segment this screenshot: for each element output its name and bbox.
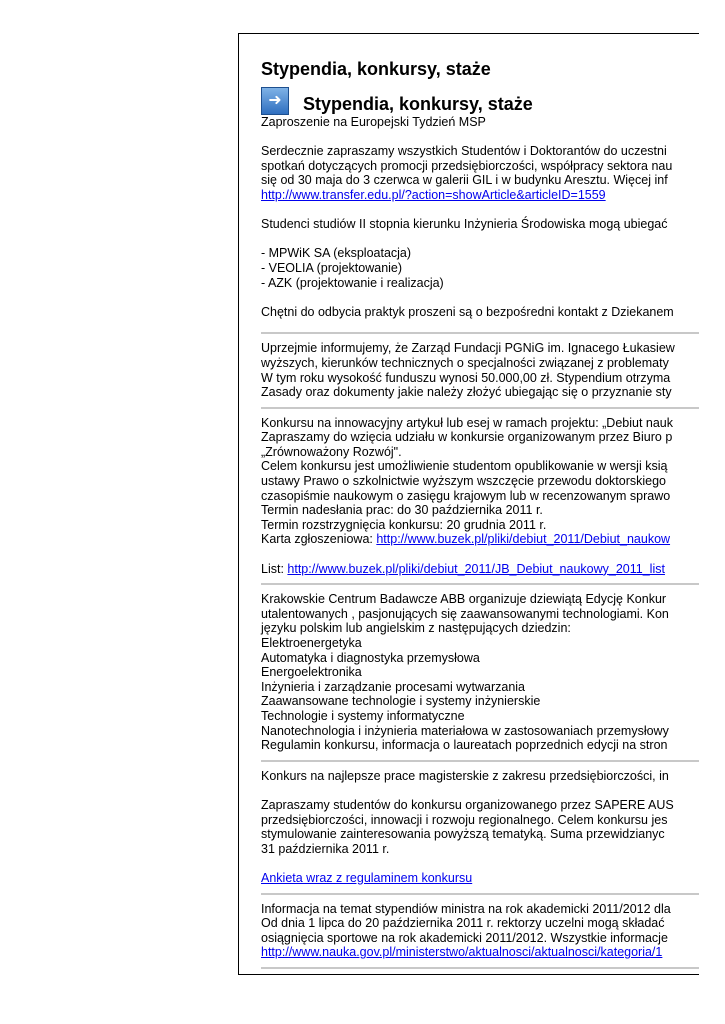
field-item: Nanotechnologia i inżynieria materiałowa w zastosowaniach przemysłowy (261, 723, 669, 738)
list-item: - VEOLIA (projektowanie) (261, 260, 403, 275)
paragraph-line: Zasady oraz dokumenty jakie należy złożyć ubiegając się o przyznanie sty (261, 385, 672, 400)
paragraph-line: utalentowanych , pasjonujących się zaawansowanymi technologiami. Kon (261, 606, 669, 621)
separator (261, 407, 699, 409)
paragraph-line: przedsiębiorczości, innowacji i rozwoju regionalnego. Celem konkursu jes (261, 812, 668, 827)
paragraph-line: Celem konkursu jest umożliwienie studentom opublikowanie w wersji ksią (261, 459, 668, 474)
paragraph-line: języku polskim lub angielskim z następujących dziedzin: (261, 621, 571, 636)
paragraph-line: Chętni do odbycia praktyk proszeni są o bezpośredni kontakt z Dziekanem (261, 304, 674, 319)
paragraph-line: Serdecznie zapraszamy wszystkich Studentów i Doktorantów do uczestni (261, 144, 667, 159)
separator (261, 583, 699, 585)
paragraph-line: Od dnia 1 lipca do 20 października 2011 r. rektorzy uczelni mogą składać (261, 916, 665, 931)
nauka-gov-link[interactable]: http://www.nauka.gov.pl/ministerstwo/aktualnosci/aktualnosci/kategoria/1 (261, 945, 663, 960)
page-title: Stypendia, konkursy, staże (261, 59, 491, 79)
paragraph-line: Zapraszamy do wzięcia udziału w konkursie organizowanym przez Biuro p (261, 430, 673, 445)
paragraph-line: Konkursu na innowacyjny artykuł lub esej w ramach projektu: „Debiut nauk (261, 415, 674, 430)
letter-label: List: (261, 561, 288, 576)
field-item: Technologie i systemy informatyczne (261, 708, 465, 723)
section-title: Stypendia, konkursy, staże (303, 94, 533, 114)
separator (261, 893, 699, 895)
arrow-right-icon: ➜ (261, 87, 289, 115)
letter-link[interactable]: http://www.buzek.pl/pliki/debiut_2011/JB_Debiut_naukowy_2011_list (287, 561, 665, 576)
separator (261, 760, 699, 762)
survey-regulations-link[interactable]: Ankieta wraz z regulaminem konkursu (261, 870, 473, 885)
news-item-abb-contest (261, 592, 699, 753)
paragraph-line: Termin rozstrzygnięcia konkursu: 20 grudnia 2011 r. (261, 517, 547, 532)
document-frame (238, 33, 699, 975)
paragraph-line: Informacja na temat stypendiów ministra na rok akademicki 2011/2012 dla (261, 901, 671, 916)
item-headline: Konkurs na najlepsze prace magisterskie z zakresu przedsiębiorczości, in (261, 768, 669, 783)
paragraph-line: stymulowanie zainteresowania powyższą tematyką. Suma przewidzianyc (261, 827, 665, 842)
list-item: - AZK (projektowanie i realizacja) (261, 275, 444, 290)
news-item-masters-contest (261, 769, 699, 886)
paragraph-line: Termin nadesłania prac: do 30 października 2011 r. (261, 503, 543, 518)
form-label: Karta zgłoszeniowa: (261, 532, 377, 547)
section-header (261, 83, 699, 115)
paragraph-line: ustawy Prawo o szkolnictwie wyższym wszczęcie przewodu doktorskiego (261, 474, 667, 489)
field-item: Elektroenergetyka (261, 636, 362, 650)
document-content (261, 58, 699, 975)
item-headline: Zaproszenie na Europejski Tydzień MSP (261, 115, 486, 129)
news-item-pgnig (261, 341, 699, 399)
paragraph-line: czasopiśmie naukowym o zasięgu krajowym lub w recenzowanym sprawo (261, 488, 671, 503)
application-form-link[interactable]: http://www.buzek.pl/pliki/debiut_2011/Debiut_naukow (376, 532, 671, 547)
paragraph-line: Uprzejmie informujemy, że Zarząd Fundacji PGNiG im. Ignacego Łukasiew (261, 341, 675, 356)
paragraph-line: wyższych, kierunków technicznych o specjalności związanej z problematy (261, 355, 669, 370)
news-item-debiut-naukowy (261, 416, 699, 577)
paragraph-line: Studenci studiów II stopnia kierunku Inżynieria Środowiska mogą ubiegać (261, 217, 668, 232)
field-item: Energoelektronika (261, 665, 362, 680)
transfer-edu-link[interactable]: http://www.transfer.edu.pl/?action=showArticle&articleID=1559 (261, 187, 606, 202)
paragraph-line: Zapraszamy studentów do konkursu organizowanego przez SAPERE AUS (261, 797, 674, 812)
paragraph-line: Regulamin konkursu, informacja o laureatach poprzednich edycji na stron (261, 738, 668, 753)
list-item: - MPWiK SA (eksploatacja) (261, 246, 412, 261)
paragraph-line: „Zrównoważony Rozwój". (261, 444, 402, 459)
paragraph-line: Krakowskie Centrum Badawcze ABB organizuje dziewiątą Edycję Konkur (261, 592, 667, 607)
paragraph-line: się od 30 maja do 3 czerwca w galerii GIL i w budynku Aresztu. Więcej inf (261, 173, 668, 188)
field-item: Inżynieria i zarządzanie procesami wytwarzania (261, 679, 526, 694)
paragraph-line: osiągnięcia sportowe na rok akademicki 2011/2012. Wszystkie informacje (261, 930, 668, 945)
paragraph-line: spotkań dotyczących promocji przedsiębiorczości, współpracy sektora nau (261, 158, 673, 173)
field-item: Zaawansowane technologie i systemy inżynierskie (261, 694, 541, 709)
field-item: Automatyka i diagnostyka przemysłowa (261, 650, 480, 665)
news-item-minister-scholarships (261, 902, 699, 960)
paragraph-line: W tym roku wysokość funduszu wynosi 50.000,00 zł. Stypendium otrzyma (261, 370, 671, 385)
separator (261, 332, 699, 334)
paragraph-line: 31 października 2011 r. (261, 841, 390, 856)
separator (261, 967, 699, 969)
news-item-msp-week (261, 115, 699, 319)
